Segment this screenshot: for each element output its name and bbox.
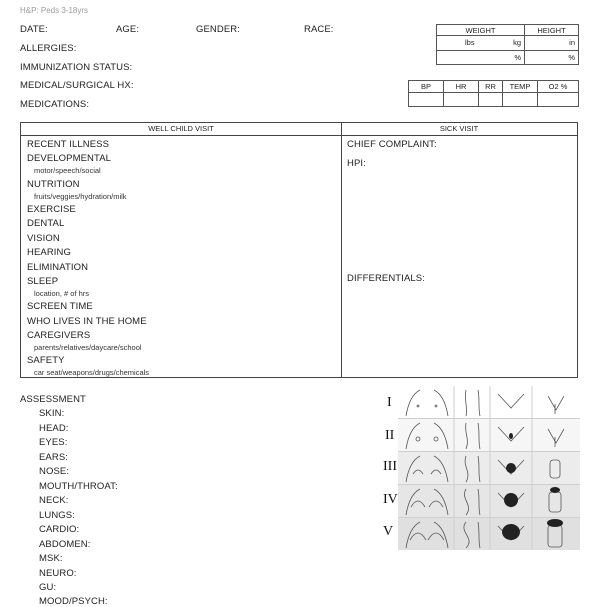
stage-3-label: III	[383, 459, 397, 474]
ears-label: EARS:	[39, 452, 69, 463]
bp-cell[interactable]	[409, 93, 444, 107]
mood-psych-label: MOOD/PSYCH:	[39, 596, 108, 607]
rr-cell[interactable]	[479, 93, 503, 107]
developmental-label: DEVELOPMENTAL	[27, 153, 112, 164]
medical-hx-label: MEDICAL/SURGICAL HX:	[20, 80, 134, 91]
stage-4-label: IV	[383, 492, 398, 507]
stage-5-label: V	[383, 524, 394, 539]
weight-cell[interactable]	[437, 36, 525, 51]
visit-box	[20, 122, 578, 378]
tanner-stages-chart	[380, 386, 580, 552]
row-1-bg	[398, 386, 580, 418]
neck-label: NECK:	[39, 495, 69, 506]
age-label: AGE:	[116, 24, 140, 35]
stage-2-label: II	[385, 428, 395, 443]
document-title: H&P: Peds 3-18yrs	[20, 6, 89, 15]
height-percentile-cell[interactable]	[525, 51, 579, 65]
lungs-label: LUNGS:	[39, 510, 75, 521]
date-label: DATE:	[20, 24, 48, 35]
gender-label: GENDER:	[196, 24, 240, 35]
height-header: HEIGHT	[525, 25, 579, 36]
chief-complaint-label: CHIEF COMPLAINT:	[347, 139, 437, 150]
caregivers-label: CAREGIVERS	[27, 330, 91, 341]
differentials-label: DIFFERENTIALS:	[347, 273, 425, 284]
elimination-label: ELIMINATION	[27, 262, 89, 273]
weight-percentile-cell[interactable]	[437, 51, 525, 65]
safety-label: SAFETY	[27, 355, 65, 366]
weight-percent: %	[514, 53, 521, 62]
bp-header: BP	[409, 81, 444, 93]
measurement-table	[436, 24, 579, 65]
recent-illness-label: RECENT ILLNESS	[27, 139, 110, 150]
abdomen-label: ABDOMEN:	[39, 539, 91, 550]
cardio-label: CARDIO:	[39, 524, 80, 535]
developmental-sub: motor/speech/social	[34, 166, 101, 175]
dental-label: DENTAL	[27, 218, 65, 229]
in-unit: in	[569, 38, 575, 47]
neuro-label: NEURO:	[39, 568, 77, 579]
gu-label: GU:	[39, 582, 57, 593]
rr-header: RR	[479, 81, 503, 93]
temp-header: TEMP	[503, 81, 538, 93]
kg-unit: kg	[513, 38, 521, 47]
row-3-bg	[398, 452, 580, 484]
caregivers-sub: parents/relatives/daycare/school	[34, 343, 142, 352]
msk-label: MSK:	[39, 553, 63, 564]
temp-cell[interactable]	[503, 93, 538, 107]
mouth-throat-label: MOUTH/THROAT:	[39, 481, 118, 492]
vitals-table	[408, 80, 579, 107]
nutrition-sub: fruits/veggies/hydration/milk	[34, 192, 127, 201]
tanner-illustration	[398, 386, 580, 552]
lbs-unit: lbs	[465, 38, 475, 47]
assessment-title: ASSESSMENT	[20, 394, 86, 405]
hpi-label: HPI:	[347, 158, 366, 169]
o2-header: O2 %	[538, 81, 579, 93]
vision-label: VISION	[27, 233, 60, 244]
race-label: RACE:	[304, 24, 334, 35]
column-divider	[341, 135, 342, 377]
screen-time-label: SCREEN TIME	[27, 301, 93, 312]
allergies-label: ALLERGIES:	[20, 43, 77, 54]
skin-label: SKIN:	[39, 408, 65, 419]
hr-header: HR	[444, 81, 479, 93]
row-2-bg	[398, 419, 580, 451]
exercise-label: EXERCISE	[27, 204, 76, 215]
who-lives-label: WHO LIVES IN THE HOME	[27, 316, 147, 327]
nose-label: NOSE:	[39, 466, 70, 477]
head-label: HEAD:	[39, 423, 69, 434]
weight-header: WEIGHT	[437, 25, 525, 36]
sick-visit-header: SICK VISIT	[341, 123, 577, 136]
nutrition-label: NUTRITION	[27, 179, 80, 190]
hr-cell[interactable]	[444, 93, 479, 107]
hearing-label: HEARING	[27, 247, 71, 258]
height-cell[interactable]	[525, 36, 579, 51]
well-visit-header: WELL CHILD VISIT	[21, 123, 342, 136]
eyes-label: EYES:	[39, 437, 68, 448]
o2-cell[interactable]	[538, 93, 579, 107]
immunization-label: IMMUNIZATION STATUS:	[20, 62, 133, 73]
medications-label: MEDICATIONS:	[20, 99, 90, 110]
sleep-sub: location, # of hrs	[34, 289, 90, 298]
sleep-label: SLEEP	[27, 276, 59, 287]
height-percent: %	[568, 53, 575, 62]
safety-sub: car seat/weapons/drugs/chemicals	[34, 368, 150, 377]
stage-1-label: I	[387, 395, 392, 410]
